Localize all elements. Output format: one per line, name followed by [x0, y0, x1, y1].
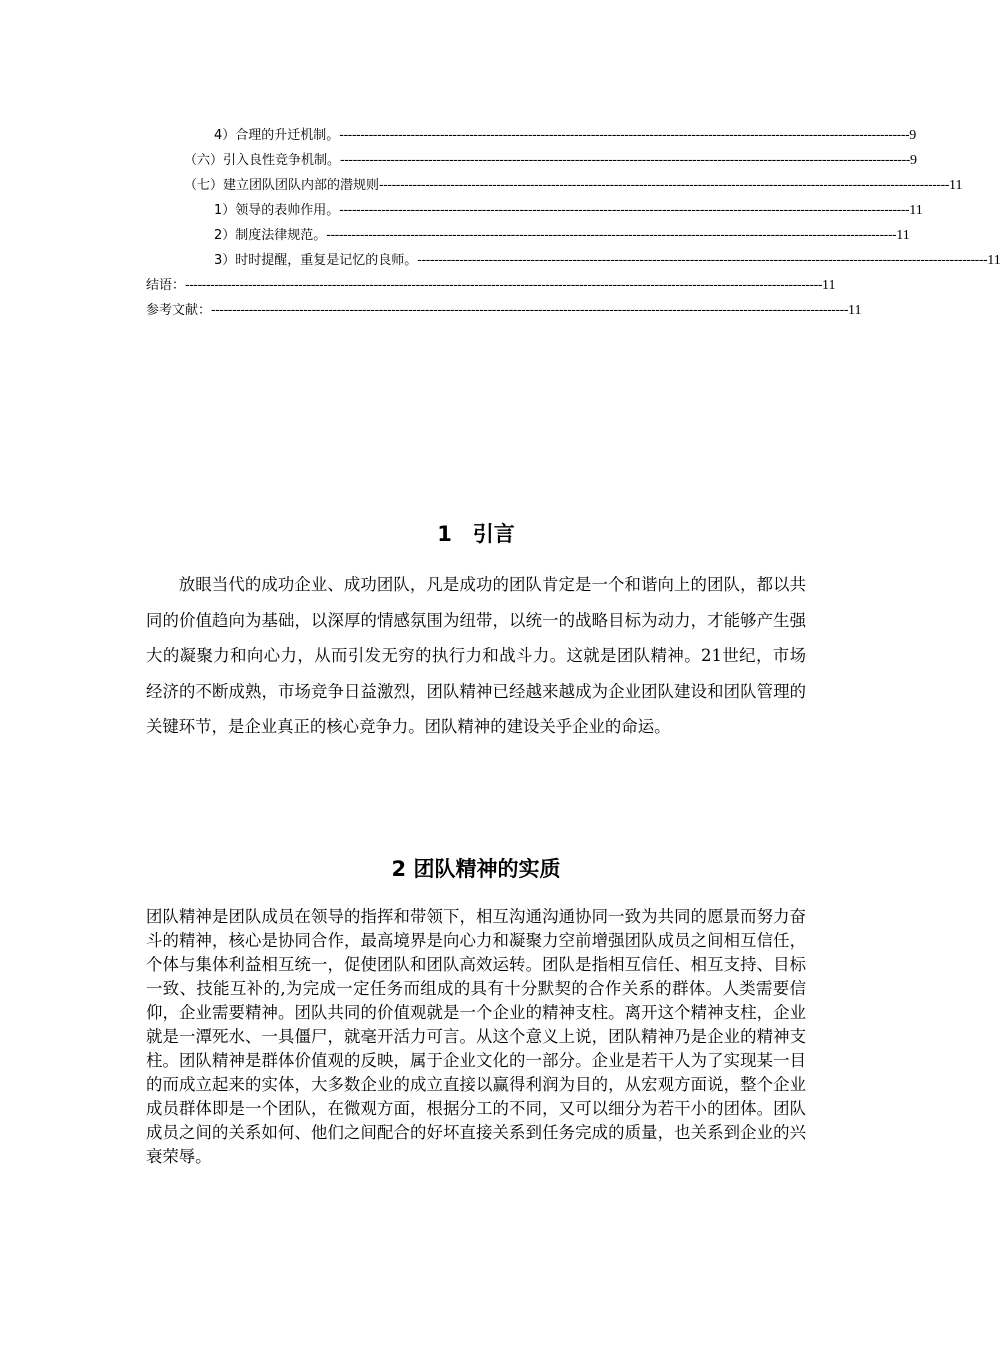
- toc-entry[interactable]: [146, 298, 862, 323]
- toc-entry-page: 11: [987, 253, 1001, 268]
- toc-entry[interactable]: [146, 223, 910, 248]
- toc-entry-label: 2）制度法律规范。: [214, 228, 327, 243]
- section-heading-team-spirit: 2 团队精神的实质: [391, 857, 561, 881]
- toc-entry-page: 9: [909, 128, 917, 143]
- table-of-contents: [146, 123, 1001, 323]
- toc-entry-label: 3）时时提醒，重复是记忆的良师。: [214, 253, 418, 268]
- toc-entry-label: （六）引入良性竞争机制。: [184, 153, 341, 168]
- toc-entry-label: 4）合理的升迁机制。: [214, 128, 340, 143]
- toc-leader: --------------------------------------------------------------------------------------------------------------------------------------------------------: [211, 303, 849, 318]
- toc-leader: ----------------------------------------------------------------------------------------------------------------------------------------: [340, 153, 910, 168]
- toc-leader: ----------------------------------------------------------------------------------------------------------------------------------------: [326, 228, 897, 243]
- section-heading-introduction: 1 引言: [437, 522, 515, 546]
- toc-entry-label: （七）建立团队团队内部的潜规则: [184, 178, 380, 193]
- toc-entry-page: 11: [822, 278, 836, 293]
- toc-entry[interactable]: [146, 273, 836, 298]
- toc-leader: ----------------------------------------------------------------------------------------------------------------------------------------: [339, 128, 910, 143]
- team-spirit-paragraph: 团队精神是团队成员在领导的指挥和带领下，相互沟通沟通协同一致为共同的愿景而努力奋斗的精神，核心是协同合作，最高境界是向心力和凝聚力空前增强团队成员之间相互信任，个体与集体利益相互统一，促使团队和团队高效运转。团队是指相互信任、相互支持、目标一致、技能互补的,为完成一定任务而组成的具有十分默契的合作关系的群体。人类需要信仰，企业需要精神。团队共同的价值观就是一个企业的精神支柱。离开这个精神支柱，企业就是一潭死水、一具僵尸，就毫开活力可言。从这个意义上说，团队精神乃是企业的精神支柱。团队精神是群体价值观的反映，属于企业文化的一部分。企业是若干人为了实现某一目的而成立起来的实体，大多数企业的成立直接以赢得利润为目的，从宏观方面说，整个企业成员群体即是一个团队，在微观方面，根据分工的不同，又可以细分为若干小的团体。团队成员之间的关系如何、他们之间配合的好坏直接关系到任务完成的质量，也关系到企业的兴衰荣辱。: [146, 907, 806, 1166]
- toc-entry[interactable]: [146, 248, 1001, 273]
- toc-entry[interactable]: [146, 173, 963, 198]
- toc-entry-page: 11: [948, 178, 963, 193]
- toc-entry[interactable]: [146, 148, 917, 173]
- toc-entry-page: 11: [909, 203, 923, 218]
- toc-entry-label: 参考文献：: [146, 303, 212, 318]
- toc-entry-label: 结语：: [146, 278, 186, 293]
- toc-entry[interactable]: [146, 198, 923, 223]
- toc-entry-label: 1）领导的表帅作用。: [214, 203, 340, 218]
- toc-leader: ----------------------------------------------------------------------------------------------------------------------------------------: [379, 178, 949, 193]
- toc-entry-page: 11: [896, 228, 910, 243]
- toc-leader: ----------------------------------------------------------------------------------------------------------------------------------------: [339, 203, 910, 218]
- toc-entry[interactable]: [146, 123, 917, 148]
- toc-entry-page: 9: [909, 153, 917, 168]
- toc-leader: --------------------------------------------------------------------------------------------------------------------------------------------------------: [185, 278, 823, 293]
- toc-entry-page: 11: [848, 303, 862, 318]
- toc-leader: ----------------------------------------------------------------------------------------------------------------------------------------: [417, 253, 988, 268]
- introduction-paragraph: 放眼当代的成功企业、成功团队，凡是成功的团队肯定是一个和谐向上的团队，都以共同的价值趋向为基础，以深厚的情感氛围为纽带，以统一的战略目标为动力，才能够产生强大的凝聚力和向心力，从而引发无穷的执行力和战斗力。这就是团队精神。21世纪，市场经济的不断成熟，市场竞争日益激烈，团队精神已经越来越成为企业团队建设和团队管理的关键环节，是企业真正的核心竞争力。团队精神的建设关乎企业的命运。: [146, 575, 806, 736]
